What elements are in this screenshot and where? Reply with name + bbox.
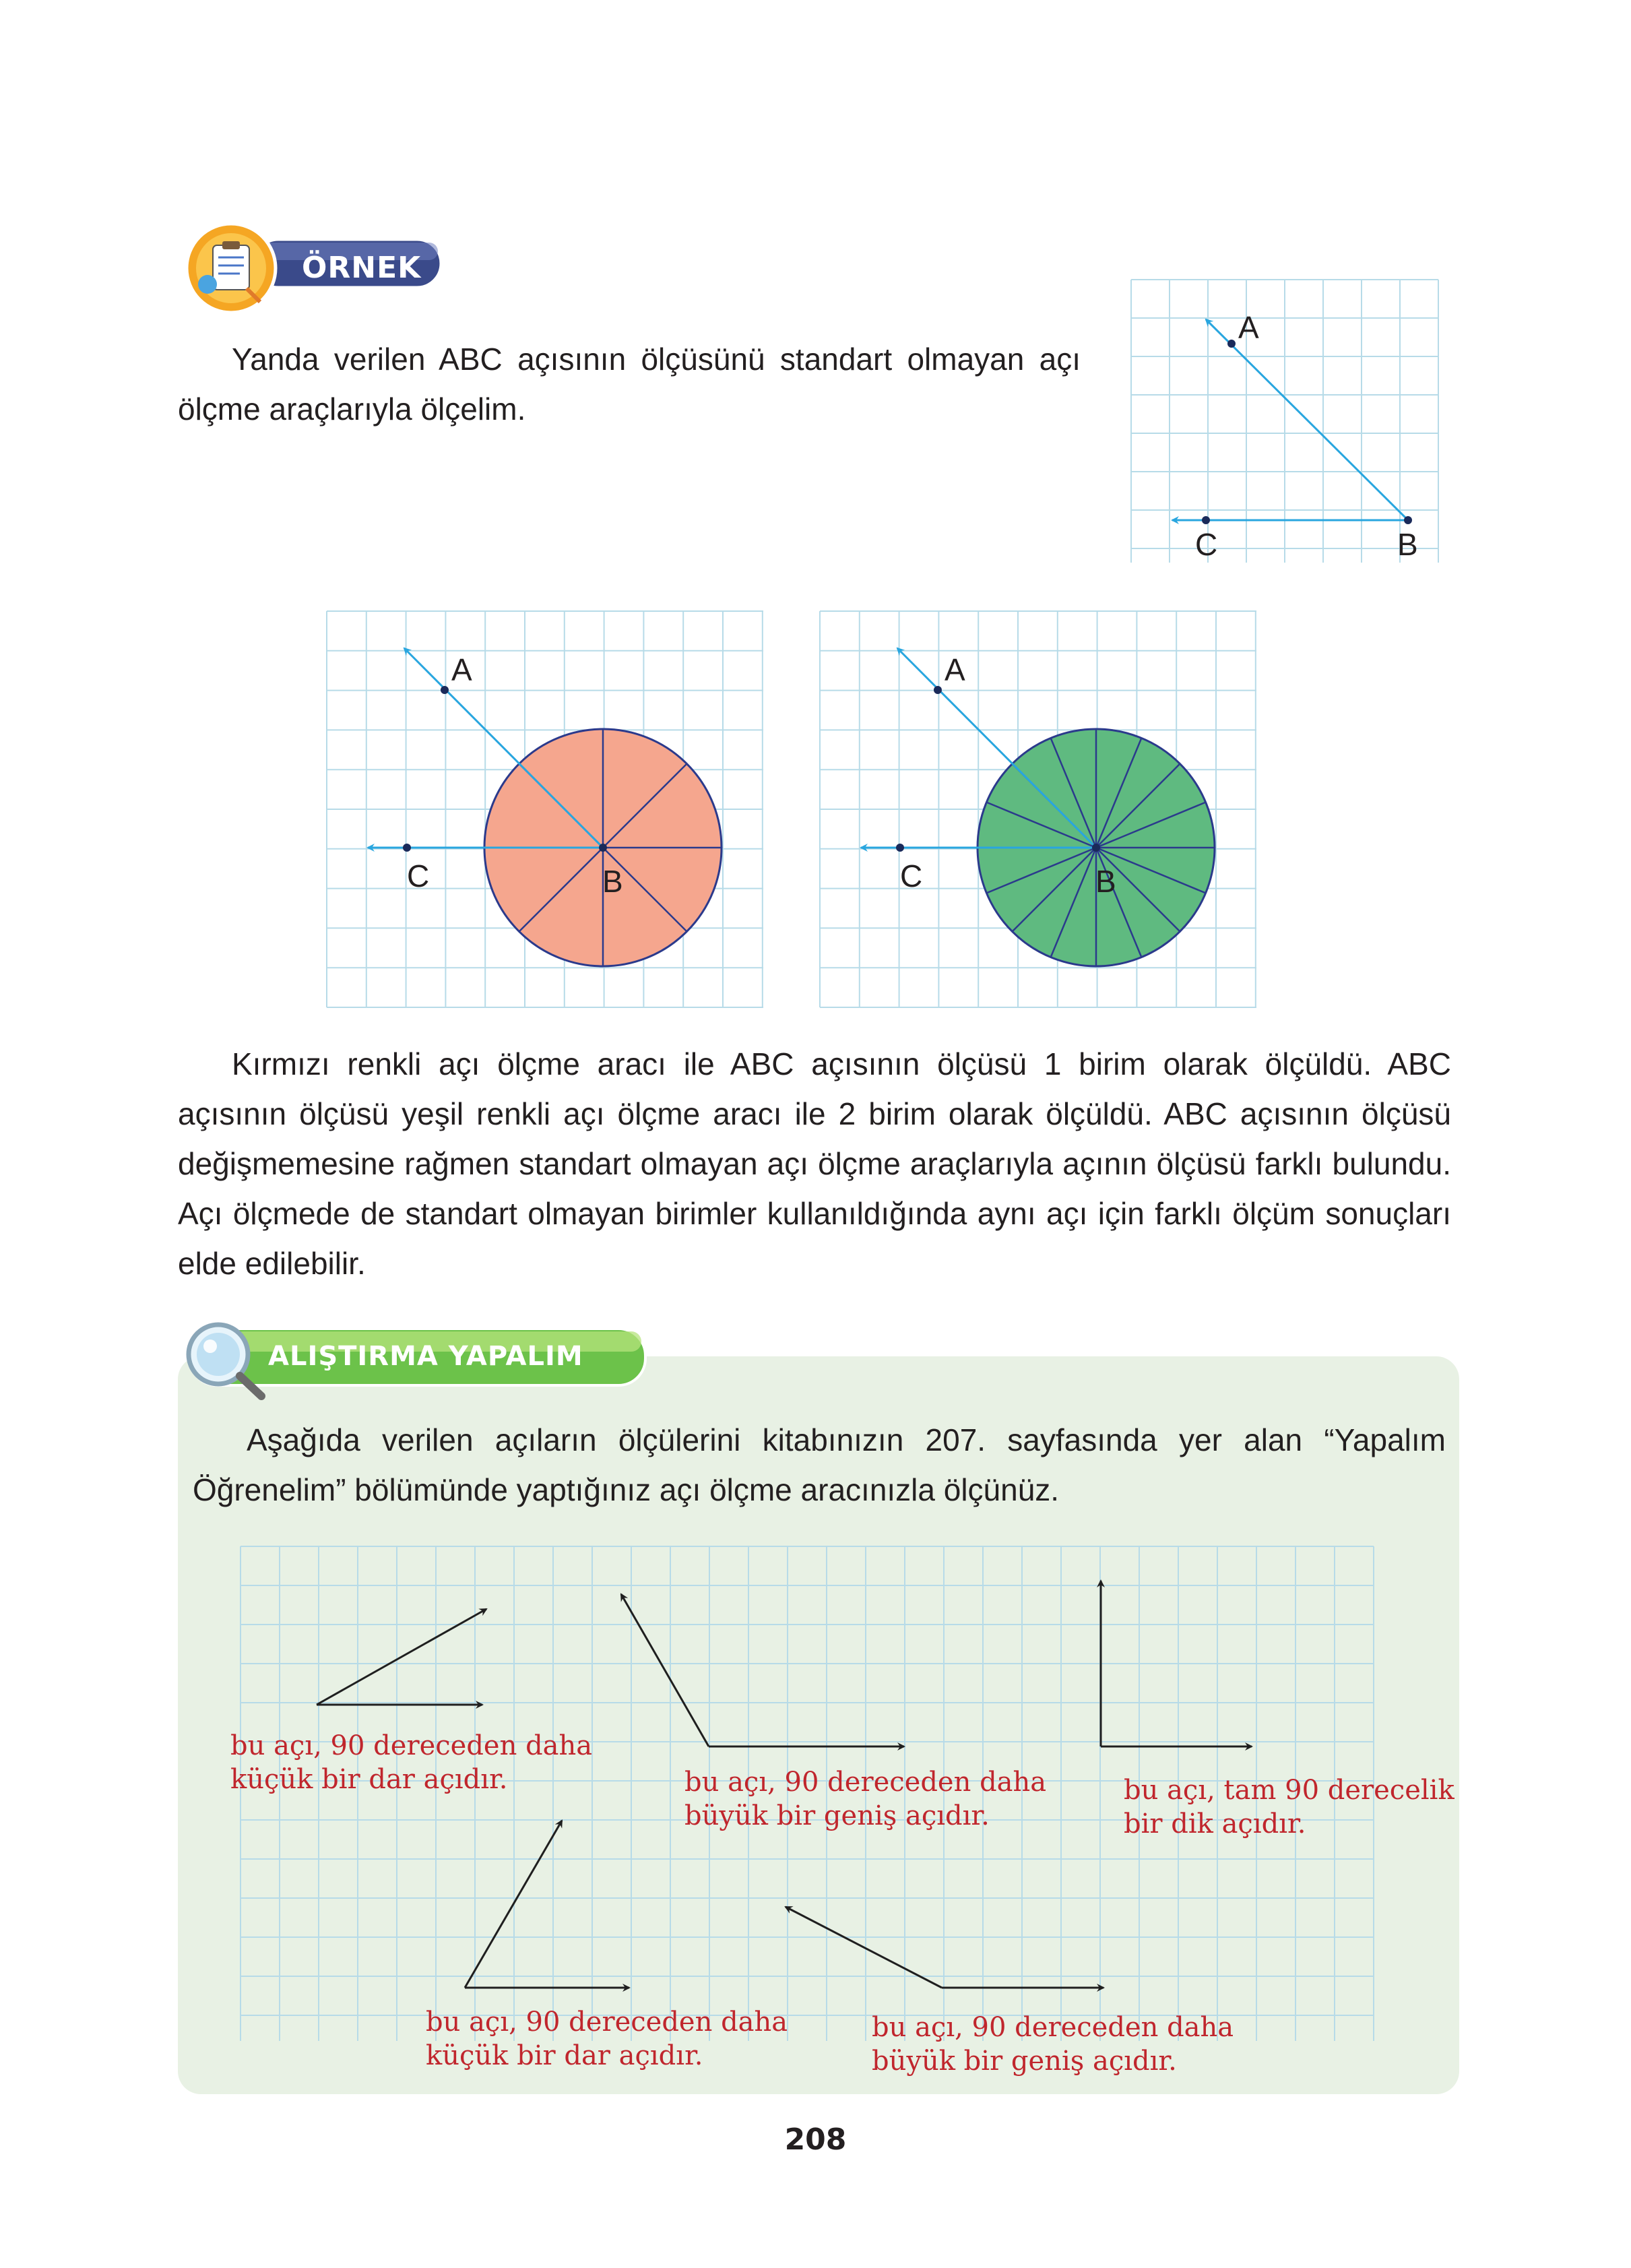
green-point-a-label: A: [945, 652, 965, 687]
point-b-dot: [1404, 516, 1412, 524]
abc-angle-figure: [1130, 279, 1440, 566]
point-a-label: A: [1238, 310, 1259, 345]
green-point-b-dot: [1092, 844, 1100, 852]
answer-note-2-line2: büyük bir geniş açıdır.: [684, 1800, 990, 1831]
answer-note-2-line1: bu açı, 90 dereceden daha: [684, 1767, 1047, 1798]
ray-ba: [1206, 319, 1408, 520]
point-a-dot: [1227, 340, 1236, 348]
answer-note-5-line2: büyük bir geniş açıdır.: [872, 2046, 1177, 2077]
green-point-b-label: B: [1095, 864, 1116, 899]
answer-note-1-line1: bu açı, 90 dereceden daha: [230, 1730, 593, 1761]
red-measuring-tool-figure: [326, 610, 765, 1009]
answer-note-1-line2: küçük bir dar açıdır.: [230, 1764, 508, 1795]
exercise-badge: [170, 1314, 655, 1401]
exercise-badge-label: ALIŞTIRMA YAPALIM: [268, 1341, 583, 1372]
answer-note-1: [230, 1729, 592, 1796]
red-point-b-label: B: [602, 864, 623, 899]
red-point-b-dot: [599, 844, 607, 852]
point-c-label: C: [1195, 527, 1218, 562]
answer-note-3-line2: bir dik açıdır.: [1124, 1808, 1306, 1839]
exercise-instruction: Aşağıda verilen açıların ölçülerini kitabınızın 207. sayfasında yer alan “Yapalım Öğrenelim” bölümünde yaptığınız açı ölçme aracınızla ölçünüz.: [193, 1422, 1446, 1507]
angle-1-ray-oblique: [317, 1609, 486, 1705]
red-point-a-dot: [441, 686, 449, 694]
answer-note-3-line1: bu açı, tam 90 derecelik: [1124, 1775, 1454, 1806]
page-number: 208: [784, 2122, 847, 2157]
answer-note-2: [684, 1765, 1046, 1833]
red-point-c-dot: [403, 844, 411, 852]
example-explanation: Kırmızı renkli açı ölçme aracı ile ABC açısının ölçüsü 1 birim olarak ölçüldü. ABC açısının ölçüsü yeşil renkli açı ölçme aracı ile 2 birim olarak ölçüldü. ABC açısının ölçüsü değişmemesine rağmen standart olmayan açı ölçme araçlarıyla açının ölçüsü farklı bulundu. Açı ölçmede de standart olmayan birimler kullanıldığında aynı açı için farklı ölçüm sonuçları elde edilebilir.: [178, 1046, 1451, 1281]
answer-note-4-line2: küçük bir dar açıdır.: [426, 2040, 703, 2071]
point-c-dot: [1202, 516, 1210, 524]
red-point-c-label: C: [407, 858, 430, 893]
answer-note-5-line1: bu açı, 90 dereceden daha: [872, 2012, 1234, 2043]
answer-note-4: [426, 2005, 788, 2073]
green-point-c-dot: [896, 844, 904, 852]
green-point-a-dot: [934, 686, 942, 694]
answer-note-4-line1: bu açı, 90 dereceden daha: [426, 2007, 788, 2038]
example-badge: [181, 220, 450, 321]
angle-2-ray-oblique: [621, 1594, 709, 1746]
point-b-label: B: [1397, 527, 1418, 562]
example-badge-label: ÖRNEK: [302, 251, 422, 285]
example-intro: Yanda verilen ABC açısının ölçüsünü standart olmayan açı ölçme araçlarıyla ölçelim.: [178, 342, 1081, 427]
clipboard-icon: [187, 224, 276, 313]
answer-note-3: [1124, 1773, 1454, 1841]
red-point-a-label: A: [451, 652, 472, 687]
green-point-c-label: C: [900, 858, 923, 893]
answer-note-5: [872, 2011, 1234, 2078]
green-measuring-tool-figure: [819, 610, 1258, 1009]
